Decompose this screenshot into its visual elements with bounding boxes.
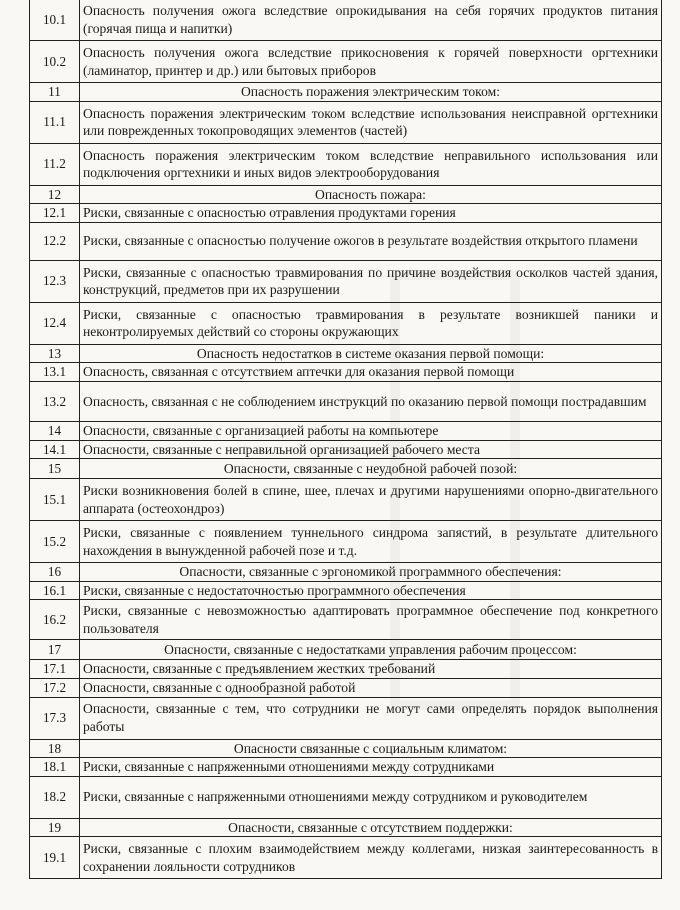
row-description: Риски, связанные с плохим взаимодействием между коллегами, низкая заинтересованность в сохранении лояльности сотрудников	[80, 837, 662, 879]
row-description: Опасность поражения электрическим током вследствие использования неисправной оргтехники или поврежденных токопроводящих элементов (частей)	[80, 101, 662, 143]
row-number: 19	[30, 818, 80, 837]
table-row	[30, 697, 662, 739]
category-row	[30, 459, 662, 479]
row-number: 13.2	[30, 381, 80, 421]
row-number: 11.2	[30, 143, 80, 185]
category-row	[30, 739, 662, 758]
row-number: 15	[30, 459, 80, 479]
row-number: 17.1	[30, 660, 80, 679]
row-description: Риски, связанные с напряженными отношениями между сотрудниками	[80, 758, 662, 777]
row-number: 16.1	[30, 581, 80, 600]
hazard-table-body	[30, 0, 662, 879]
table-row	[30, 440, 662, 459]
category-title: Опасности, связанные с неудобной рабочей позой:	[80, 459, 662, 479]
row-description: Риски, связанные с напряженными отношениями между сотрудником и руководителем	[80, 776, 662, 818]
row-description: Риски, связанные с недостаточностью программного обеспечения	[80, 581, 662, 600]
row-number: 12.4	[30, 302, 80, 344]
row-number: 10.1	[30, 0, 80, 41]
category-title: Опасности, связанные с эргономикой программного обеспечения:	[80, 563, 662, 582]
table-row	[30, 678, 662, 697]
table-row	[30, 421, 662, 440]
table-row	[30, 260, 662, 302]
row-number: 10.2	[30, 41, 80, 83]
row-description: Опасность получения ожога вследствие прикосновения к горячей поверхности оргтехники (ламинатор, принтер и др.) или бытовых приборов	[80, 41, 662, 83]
table-row	[30, 479, 662, 521]
table-row	[30, 0, 662, 41]
category-title: Опасности связанные с социальным климатом:	[80, 739, 662, 758]
table-row	[30, 204, 662, 223]
row-description: Опасности, связанные с однообразной работой	[80, 678, 662, 697]
row-description: Риски, связанные с невозможностью адаптировать программное обеспечение под конкретного пользователя	[80, 600, 662, 640]
row-description: Опасности, связанные с тем, что сотрудники не могут сами определять порядок выполнения работы	[80, 697, 662, 739]
row-description: Опасность, связанная с не соблюдением инструкций по оказанию первой помощи пострадавшим	[80, 381, 662, 421]
row-number: 18	[30, 739, 80, 758]
category-title: Опасность недостатков в системе оказания первой помощи:	[80, 344, 662, 363]
row-description: Опасности, связанные с организацией работы на компьютере	[80, 421, 662, 440]
table-row	[30, 837, 662, 879]
table-row	[30, 101, 662, 143]
category-title: Опасность пожара:	[80, 185, 662, 204]
category-row	[30, 818, 662, 837]
row-number: 13	[30, 344, 80, 363]
row-description: Риски, связанные с опасностью травмирования по причине воздействия осколков частей здания, конструкций, предметов при их разрушении	[80, 260, 662, 302]
row-number: 13.1	[30, 363, 80, 382]
row-number: 16.2	[30, 600, 80, 640]
category-row	[30, 640, 662, 660]
row-number: 19.1	[30, 837, 80, 879]
row-description: Опасности, связанные с предъявлением жестких требований	[80, 660, 662, 679]
table-row	[30, 581, 662, 600]
table-row	[30, 600, 662, 640]
table-row	[30, 758, 662, 777]
row-number: 17.2	[30, 678, 80, 697]
table-row	[30, 222, 662, 260]
category-title: Опасности, связанные с отсутствием поддержки:	[80, 818, 662, 837]
category-title: Опасности, связанные с недостатками управления рабочим процессом:	[80, 640, 662, 660]
row-description: Риски, связанные с опасностью травмирования в результате возникшей паники и неконтролируемых действий со стороны окружающих	[80, 302, 662, 344]
row-number: 12	[30, 185, 80, 204]
table-row	[30, 660, 662, 679]
table-row	[30, 776, 662, 818]
row-number: 15.2	[30, 521, 80, 563]
row-number: 12.1	[30, 204, 80, 223]
row-description: Риски, связанные с опасностью отравления продуктами горения	[80, 204, 662, 223]
row-description: Риски, связанные с появлением туннельного синдрома запястий, в результате длительного нахождения в вынужденной рабочей позе и т.д.	[80, 521, 662, 563]
row-description: Риски, связанные с опасностью получение ожогов в результате воздействия открытого пламени	[80, 222, 662, 260]
table-row	[30, 41, 662, 83]
table-row	[30, 521, 662, 563]
category-row	[30, 83, 662, 102]
row-number: 14	[30, 421, 80, 440]
category-row	[30, 185, 662, 204]
row-number: 11.1	[30, 101, 80, 143]
category-title: Опасность поражения электрическим током:	[80, 83, 662, 102]
row-number: 16	[30, 563, 80, 582]
category-row	[30, 344, 662, 363]
table-row	[30, 381, 662, 421]
row-description: Опасности, связанные с неправильной организацией рабочего места	[80, 440, 662, 459]
row-description: Опасность получения ожога вследствие опрокидывания на себя горячих продуктов питания (горячая пища и напитки)	[80, 0, 662, 41]
row-number: 12.2	[30, 222, 80, 260]
row-description: Риски возникновения болей в спине, шее, плечах и другими нарушениями опорно-двигательного аппарата (остеохондроз)	[80, 479, 662, 521]
row-number: 18.2	[30, 776, 80, 818]
row-number: 11	[30, 83, 80, 102]
row-description: Опасность, связанная с отсутствием аптечки для оказания первой помощи	[80, 363, 662, 382]
row-number: 12.3	[30, 260, 80, 302]
row-number: 14.1	[30, 440, 80, 459]
row-number: 17	[30, 640, 80, 660]
table-row	[30, 363, 662, 382]
table-row	[30, 143, 662, 185]
hazard-table	[29, 0, 662, 879]
row-number: 18.1	[30, 758, 80, 777]
row-description: Опасность поражения электрическим током вследствие неправильного использования или подключения оргтехники и иных видов электрооборудования	[80, 143, 662, 185]
row-number: 15.1	[30, 479, 80, 521]
table-row	[30, 302, 662, 344]
category-row	[30, 563, 662, 582]
row-number: 17.3	[30, 697, 80, 739]
